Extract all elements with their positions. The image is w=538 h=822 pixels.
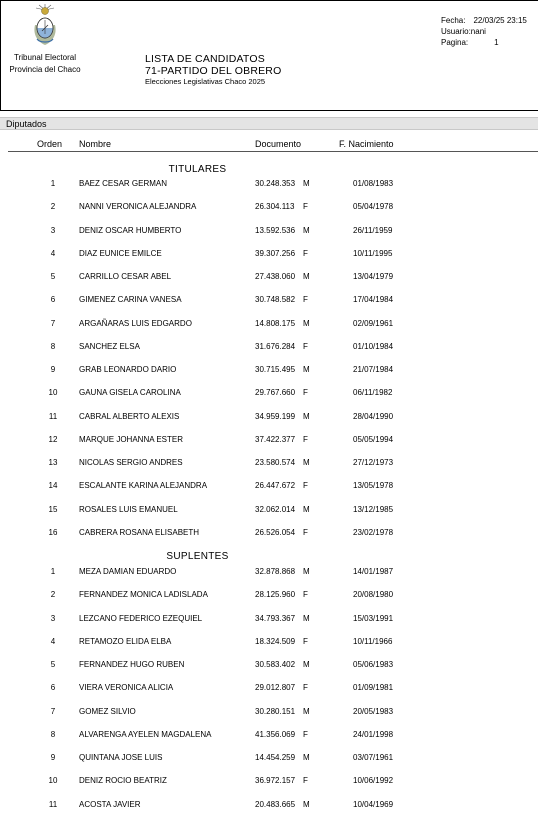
candidate-sexo: M (303, 660, 310, 669)
candidate-documento: 39.307.256 (255, 248, 296, 258)
candidate-nacimiento: 02/09/1961 (353, 318, 394, 328)
candidate-row (0, 527, 538, 538)
candidate-nacimiento: 01/10/1984 (353, 341, 394, 351)
candidate-row (0, 248, 538, 259)
candidate-orden: 3 (50, 613, 56, 623)
candidate-nombre: DENIZ OSCAR HUMBERTO (79, 225, 182, 235)
candidate-sexo: M (303, 225, 310, 235)
candidate-sexo: F (303, 729, 308, 739)
candidate-sexo: F (303, 776, 308, 786)
candidate-nacimiento: 13/04/1979 (353, 272, 394, 281)
candidate-documento: 30.748.582 (255, 295, 296, 305)
candidate-nacimiento: 06/11/1982 (353, 388, 393, 398)
candidate-row (0, 775, 538, 786)
candidate-nombre: GOMEZ SILVIO (79, 706, 136, 716)
candidate-nombre: CARRILLO CESAR ABEL (79, 272, 172, 281)
candidate-nombre: BAEZ CESAR GERMAN (79, 179, 168, 188)
candidate-documento: 29.012.807 (255, 683, 296, 693)
candidate-nacimiento: 01/08/1983 (353, 179, 394, 188)
candidate-orden: 8 (50, 341, 56, 351)
candidate-row (0, 364, 538, 375)
candidate-nombre: NANNI VERONICA ALEJANDRA (79, 202, 197, 212)
candidate-row (0, 799, 538, 810)
candidate-nacimiento: 15/03/1991 (353, 613, 394, 623)
candidate-orden: 4 (50, 636, 56, 646)
candidate-orden: 2 (50, 590, 56, 600)
candidate-nombre: DIAZ EUNICE EMILCE (79, 248, 162, 258)
candidate-nombre: QUINTANA JOSE LUIS (79, 753, 163, 762)
candidate-nacimiento: 23/02/1978 (353, 527, 394, 537)
candidate-documento: 32.878.868 (255, 567, 296, 576)
column-header-documento: Documento (255, 139, 302, 149)
candidate-sexo: F (303, 341, 308, 351)
candidate-orden: 8 (50, 729, 56, 739)
fecha-label: Fecha: (441, 16, 466, 25)
candidate-sexo: M (303, 799, 310, 809)
candidate-sexo: M (303, 411, 310, 421)
candidate-sexo: F (303, 388, 308, 398)
candidate-row (0, 341, 538, 352)
candidate-row (0, 457, 538, 468)
candidate-orden: 9 (50, 753, 56, 762)
usuario-label: Usuario: (441, 27, 471, 36)
report-title: LISTA DE CANDIDATOS (145, 53, 265, 65)
candidate-sexo: M (303, 567, 310, 576)
candidate-nacimiento: 03/07/1961 (353, 753, 394, 762)
candidate-row (0, 706, 538, 717)
candidate-sexo: F (303, 295, 308, 305)
column-header-nacimiento: F. Nacimiento (339, 139, 394, 149)
candidate-nombre: FERNANDEZ MONICA LADISLADA (79, 590, 208, 600)
candidate-row (0, 682, 538, 693)
candidate-documento: 37.422.377 (255, 434, 296, 444)
header-frame-top (0, 0, 538, 1)
candidate-nacimiento: 05/05/1994 (353, 434, 394, 444)
candidate-sexo: F (303, 683, 308, 693)
candidate-orden: 7 (50, 318, 56, 328)
meta-usuario (441, 26, 527, 37)
candidate-nacimiento: 24/01/1998 (353, 729, 394, 739)
candidate-orden: 1 (50, 567, 56, 576)
candidate-nacimiento: 20/05/1983 (353, 706, 394, 716)
candidate-documento: 30.280.151 (255, 706, 296, 716)
candidate-nombre: GAUNA GISELA CAROLINA (79, 388, 181, 398)
candidate-nombre: ALVARENGA AYELEN MAGDALENA (79, 729, 212, 739)
candidate-orden: 2 (50, 202, 56, 212)
candidate-nacimiento: 10/11/1995 (353, 248, 393, 258)
candidate-documento: 27.438.060 (255, 272, 296, 281)
candidate-nacimiento: 10/04/1969 (353, 799, 394, 809)
candidate-orden: 6 (50, 295, 56, 305)
candidate-sexo: M (303, 179, 310, 188)
candidate-documento: 13.592.536 (255, 225, 296, 235)
candidate-sexo: F (303, 590, 308, 600)
fecha-value: 22/03/25 23:15 (473, 16, 527, 25)
report-titles (145, 53, 281, 87)
candidate-nombre: SANCHEZ ELSA (79, 341, 140, 351)
candidate-row (0, 752, 538, 763)
candidate-sexo: M (303, 706, 310, 716)
meta-fecha (441, 15, 527, 26)
candidate-sexo: F (303, 481, 308, 491)
candidate-sexo: F (303, 434, 308, 444)
candidate-row (0, 480, 538, 491)
candidate-orden: 4 (50, 248, 56, 258)
candidate-nombre: RETAMOZO ELIDA ELBA (79, 636, 172, 646)
candidate-documento: 31.676.284 (255, 341, 296, 351)
candidate-orden: 7 (50, 706, 56, 716)
candidate-orden: 12 (48, 434, 58, 444)
candidate-orden: 15 (48, 504, 58, 514)
candidate-sexo: F (303, 527, 308, 537)
candidate-sexo: M (303, 365, 310, 374)
candidate-row (0, 178, 538, 189)
column-header-orden: Orden (37, 139, 63, 149)
candidate-orden: 16 (48, 527, 58, 537)
candidate-row (0, 411, 538, 422)
candidate-orden: 11 (48, 799, 58, 809)
candidate-documento: 26.526.054 (255, 527, 296, 537)
candidate-nacimiento: 01/09/1981 (353, 683, 394, 693)
candidate-documento: 26.304.113 (255, 202, 295, 212)
candidate-documento: 20.483.665 (255, 799, 296, 809)
candidate-row (0, 225, 538, 236)
column-header-nombre: Nombre (79, 139, 112, 149)
usuario-value: nani (470, 27, 486, 36)
section-header: Diputados (0, 117, 538, 130)
candidate-documento: 41.356.069 (255, 729, 296, 739)
candidate-documento: 30.248.353 (255, 179, 296, 188)
candidate-orden: 5 (50, 272, 56, 281)
candidate-nacimiento: 21/07/1984 (353, 365, 394, 374)
candidate-nombre: CABRERA ROSANA ELISABETH (79, 527, 200, 537)
candidate-documento: 36.972.157 (255, 776, 296, 786)
candidate-nacimiento: 13/05/1978 (353, 481, 394, 491)
candidate-sexo: M (303, 272, 310, 281)
candidate-row (0, 504, 538, 515)
candidate-nombre: ACOSTA JAVIER (79, 799, 141, 809)
candidate-row (0, 318, 538, 329)
candidate-sexo: M (303, 504, 310, 514)
candidate-nombre: MEZA DAMIAN EDUARDO (79, 567, 177, 576)
institution-name (0, 52, 90, 76)
suplentes-heading: SUPLENTES (166, 551, 229, 562)
candidate-documento: 34.959.199 (255, 411, 296, 421)
candidate-documento: 14.808.175 (255, 318, 296, 328)
institution-line1: Tribunal Electoral (14, 53, 76, 62)
candidate-nacimiento: 10/06/1992 (353, 776, 394, 786)
candidate-row (0, 434, 538, 445)
candidate-sexo: F (303, 248, 308, 258)
candidate-orden: 10 (48, 776, 58, 786)
candidate-nacimiento: 10/11/1966 (353, 636, 393, 646)
candidate-nombre: GIMENEZ CARINA VANESA (79, 295, 182, 305)
candidate-nacimiento: 27/12/1973 (353, 458, 394, 467)
candidate-nombre: VIERA VERONICA ALICIA (79, 683, 174, 693)
candidate-documento: 29.767.660 (255, 388, 296, 398)
candidate-sexo: M (303, 458, 310, 467)
header-frame-bottom (0, 110, 538, 111)
candidate-orden: 5 (50, 660, 56, 669)
candidate-row (0, 201, 538, 212)
candidate-nacimiento: 17/04/1984 (353, 295, 394, 305)
candidate-orden: 10 (48, 388, 58, 398)
candidate-documento: 30.715.495 (255, 365, 296, 374)
candidate-nacimiento: 13/12/1985 (353, 504, 394, 514)
candidate-row (0, 589, 538, 600)
party-name: 71-PARTIDO DEL OBRERO (145, 65, 282, 77)
candidate-sexo: F (303, 202, 308, 212)
candidate-nombre: NICOLAS SERGIO ANDRES (79, 458, 183, 467)
candidate-nombre: ARGAÑARAS LUIS EDGARDO (79, 318, 192, 328)
candidate-nacimiento: 05/06/1983 (353, 660, 394, 669)
candidate-orden: 11 (48, 411, 58, 421)
report-meta (441, 15, 527, 48)
candidate-row (0, 659, 538, 670)
candidate-row (0, 613, 538, 624)
candidate-documento: 34.793.367 (255, 613, 296, 623)
institution-line2: Provincia del Chaco (9, 65, 81, 74)
candidate-orden: 6 (50, 683, 56, 693)
candidate-nombre: GRAB LEONARDO DARIO (79, 365, 177, 374)
candidate-row (0, 729, 538, 740)
candidate-nacimiento: 14/01/1987 (353, 567, 394, 576)
titulares-heading: TITULARES (168, 164, 227, 175)
candidate-nacimiento: 20/08/1980 (353, 590, 394, 600)
column-header-divider (8, 151, 538, 152)
candidate-documento: 14.454.259 (255, 753, 296, 762)
candidate-documento: 32.062.014 (255, 504, 296, 514)
candidate-row (0, 271, 538, 282)
candidate-documento: 30.583.402 (255, 660, 296, 669)
pagina-label: Pagina: (441, 38, 469, 47)
pagina-value: 1 (494, 38, 499, 47)
candidate-orden: 9 (50, 365, 56, 374)
candidate-nombre: MARQUE JOHANNA ESTER (79, 434, 184, 444)
candidate-documento: 28.125.960 (255, 590, 296, 600)
candidate-nombre: FERNANDEZ HUGO RUBEN (79, 660, 185, 669)
candidate-documento: 18.324.509 (255, 636, 296, 646)
candidate-row (0, 636, 538, 647)
candidate-nombre: ESCALANTE KARINA ALEJANDRA (79, 481, 208, 491)
candidate-nombre: ROSALES LUIS EMANUEL (79, 504, 178, 514)
candidate-nombre: DENIZ ROCIO BEATRIZ (79, 776, 167, 786)
candidate-nacimiento: 05/04/1978 (353, 202, 394, 212)
candidate-row (0, 387, 538, 398)
election-name: Elecciones Legislativas Chaco 2025 (145, 77, 266, 86)
candidate-sexo: M (303, 613, 310, 623)
candidate-orden: 3 (50, 225, 56, 235)
candidate-sexo: M (303, 318, 310, 328)
coat-of-arms-icon (30, 3, 60, 47)
meta-pagina (441, 37, 527, 48)
candidate-documento: 23.580.574 (255, 458, 296, 467)
candidate-documento: 26.447.672 (255, 481, 296, 491)
candidate-sexo: M (303, 753, 310, 762)
candidate-sexo: F (303, 636, 308, 646)
candidate-row (0, 294, 538, 305)
candidate-orden: 13 (48, 458, 58, 467)
candidate-nacimiento: 28/04/1990 (353, 411, 394, 421)
candidate-nacimiento: 26/11/1959 (353, 225, 393, 235)
candidate-orden: 14 (48, 481, 58, 491)
candidate-nombre: CABRAL ALBERTO ALEXIS (79, 411, 180, 421)
candidate-orden: 1 (50, 179, 56, 188)
candidate-row (0, 566, 538, 577)
candidate-nombre: LEZCANO FEDERICO EZEQUIEL (79, 613, 203, 623)
